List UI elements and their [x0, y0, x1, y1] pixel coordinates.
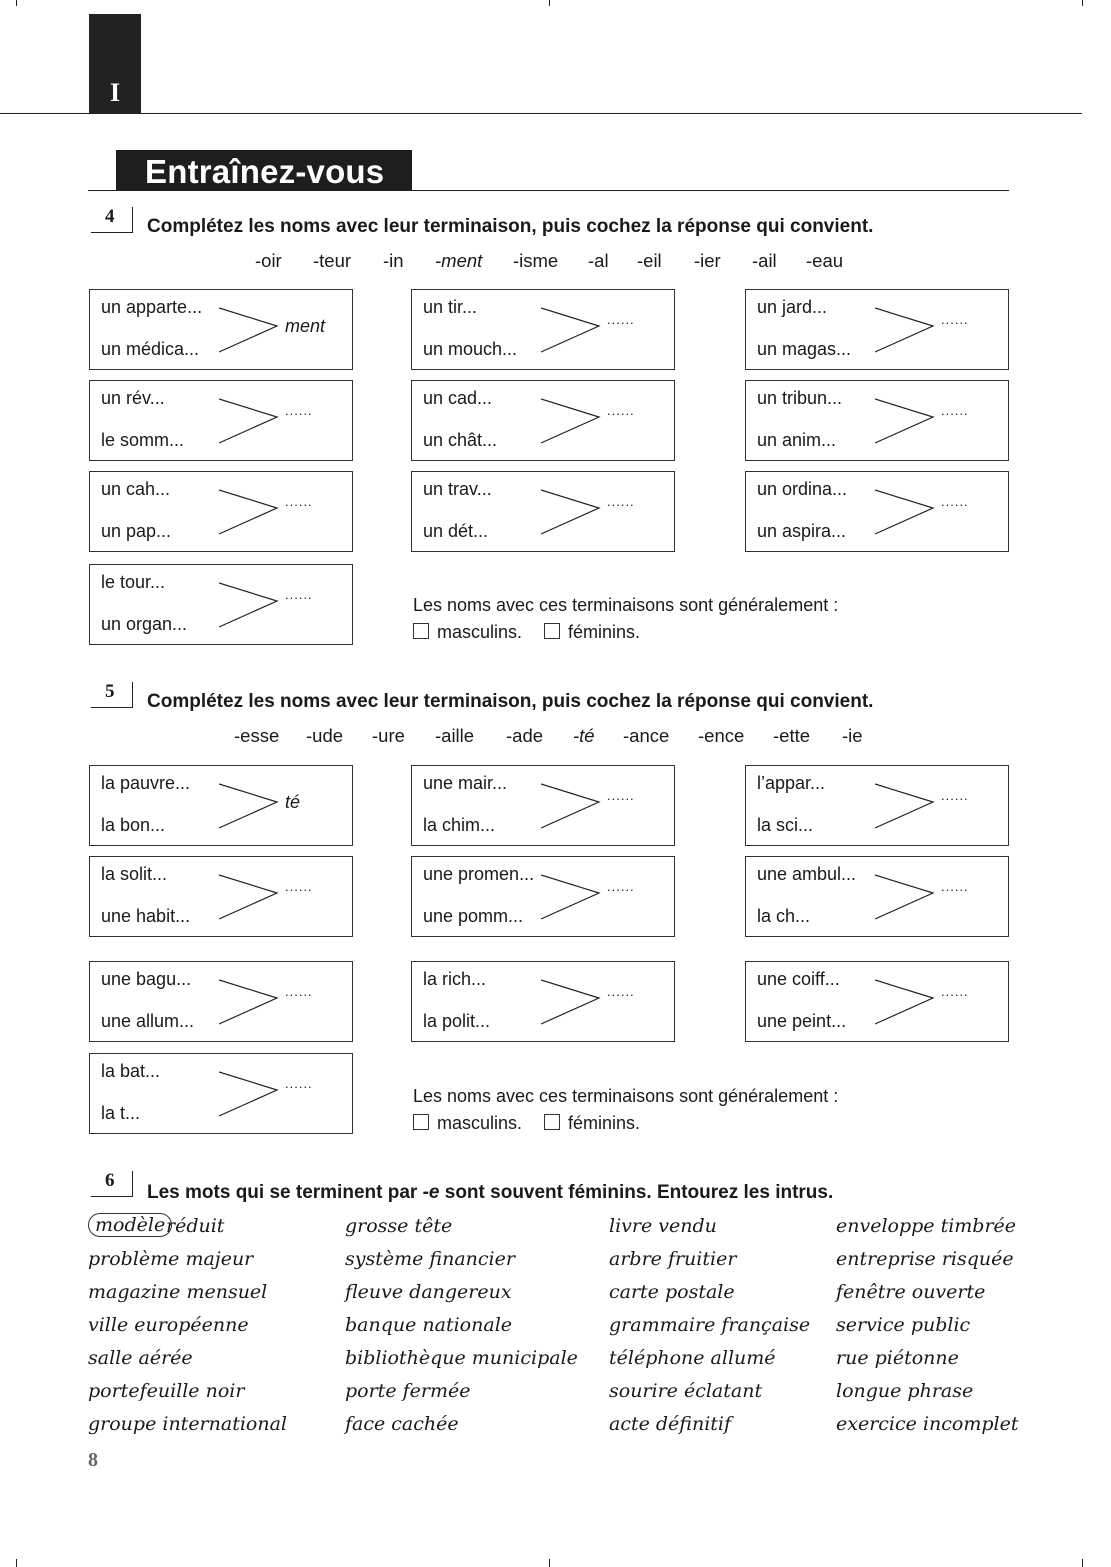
word-stem: une pomm...	[423, 906, 524, 926]
answer-blank[interactable]: ......	[285, 879, 313, 894]
answer-blank[interactable]: ......	[941, 403, 969, 418]
word-stem: une peint...	[757, 1011, 847, 1031]
word-pair-card	[411, 471, 675, 552]
ending: -ance	[623, 725, 670, 746]
answer-blank[interactable]: ......	[607, 879, 635, 894]
word-pair-card	[89, 289, 353, 370]
word-stem: un rév...	[101, 388, 165, 408]
bracket-arrow	[219, 1070, 279, 1120]
bracket-arrow	[541, 397, 601, 447]
answer-blank[interactable]: ......	[285, 984, 313, 999]
bracket-arrow	[541, 306, 601, 356]
heading-rule	[88, 190, 1009, 191]
bracket-arrow	[219, 306, 279, 356]
word-stem: un organ...	[101, 614, 188, 634]
ending: -ment	[435, 250, 483, 271]
ending: -ence	[698, 725, 745, 746]
word-stem: la polit...	[423, 1011, 491, 1031]
ending: -ure	[372, 725, 405, 746]
word-item[interactable]: portefeuille noir	[88, 1380, 245, 1402]
bracket-arrow	[541, 978, 601, 1028]
word-stem: le somm...	[101, 430, 185, 450]
exercise-5-instruction: Complétez les noms avec leur terminaison, puis cochez la réponse qui convient.	[147, 691, 874, 712]
word-item[interactable]: entreprise risquée	[836, 1248, 1014, 1270]
crop-mark	[1082, 0, 1083, 6]
word-pair-card	[745, 471, 1009, 552]
word-item[interactable]: problème majeur	[88, 1248, 254, 1270]
word-pair-card	[411, 765, 675, 846]
word-stem: une promen...	[423, 864, 535, 884]
word-stem: une mair...	[423, 773, 508, 793]
section-heading	[116, 150, 412, 191]
word-stem: un aspira...	[757, 521, 847, 541]
word-pair-card	[89, 856, 353, 937]
conclusion-text: Les noms avec ces terminaisons sont généralement :	[413, 595, 839, 615]
word-item[interactable]: carte postale	[609, 1281, 735, 1303]
word-item[interactable]: face cachée	[345, 1413, 459, 1435]
word-stem: la solit...	[101, 864, 168, 884]
ending: -té	[573, 725, 595, 746]
bracket-arrow	[875, 782, 935, 832]
masculine-label: masculins.	[437, 622, 523, 642]
bracket-arrow	[541, 488, 601, 538]
word-stem: un anim...	[757, 430, 837, 450]
word-item[interactable]: fenêtre ouverte	[836, 1281, 986, 1303]
word-stem: un dét...	[423, 521, 489, 541]
masculine-checkbox[interactable]	[413, 623, 429, 639]
answer-blank[interactable]: ......	[285, 587, 313, 602]
word-stem: une habit...	[101, 906, 191, 926]
answer-blank[interactable]: ......	[941, 879, 969, 894]
model-word-circled: modèle	[88, 1213, 172, 1237]
word-pair-card	[745, 856, 1009, 937]
word-stem: une ambul...	[757, 864, 857, 884]
word-item[interactable]: réduit	[166, 1215, 225, 1237]
word-pair-card	[745, 380, 1009, 461]
answer-blank[interactable]: ......	[941, 494, 969, 509]
feminine-label: féminins.	[568, 622, 641, 642]
word-item[interactable]: porte fermée	[345, 1380, 471, 1402]
word-stem: un pap...	[101, 521, 172, 541]
bracket-arrow	[219, 978, 279, 1028]
ending: -al	[588, 250, 609, 271]
word-pair-card	[89, 1053, 353, 1134]
word-stem: la pauvre...	[101, 773, 191, 793]
feminine-label: féminins.	[568, 1113, 641, 1133]
answer-blank[interactable]: ......	[941, 312, 969, 327]
word-item[interactable]: téléphone allumé	[609, 1347, 776, 1369]
answer-blank[interactable]: ......	[607, 788, 635, 803]
header-rule	[0, 113, 1082, 114]
crop-mark	[1082, 1559, 1083, 1567]
word-stem: un magas...	[757, 339, 852, 359]
section-title: Entraînez-vous	[145, 153, 385, 190]
ending: -ail	[752, 250, 777, 271]
word-stem: un ordina...	[757, 479, 848, 499]
word-stem: un tribun...	[757, 388, 843, 408]
word-stem: une bagu...	[101, 969, 192, 989]
word-stem: la rich...	[423, 969, 487, 989]
word-stem: la bat...	[101, 1061, 161, 1081]
word-stem: un cah...	[101, 479, 171, 499]
bracket-arrow	[875, 873, 935, 923]
ending: -ie	[842, 725, 863, 746]
word-pair-card	[411, 380, 675, 461]
word-pair-card	[89, 471, 353, 552]
word-item[interactable]: salle aérée	[88, 1347, 193, 1369]
exercise-5-number: 5	[91, 682, 133, 708]
ending: -oir	[255, 250, 282, 271]
exercise-6-instruction: Les mots qui se terminent par -e sont souvent féminins. Entourez les intrus.	[147, 1182, 834, 1203]
word-stem: la ch...	[757, 906, 811, 926]
word-pair-card	[89, 380, 353, 461]
ending: -aille	[435, 725, 475, 746]
word-stem: un tir...	[423, 297, 478, 317]
word-item[interactable]: acte définitif	[609, 1413, 732, 1435]
ending: -teur	[313, 250, 352, 271]
word-pair-card	[411, 856, 675, 937]
bracket-arrow	[219, 488, 279, 538]
ending: -ude	[306, 725, 344, 746]
answer-blank[interactable]: ......	[607, 403, 635, 418]
word-stem: une coiff...	[757, 969, 840, 989]
word-item[interactable]: banque nationale	[345, 1314, 513, 1336]
word-item[interactable]: fleuve dangereux	[345, 1281, 512, 1303]
crop-mark	[16, 0, 17, 6]
ending: -ette	[773, 725, 811, 746]
word-stem: un mouch...	[423, 339, 518, 359]
word-pair-card	[411, 961, 675, 1042]
bracket-arrow	[875, 306, 935, 356]
crop-mark	[16, 1559, 17, 1567]
crop-mark	[549, 1559, 550, 1567]
word-item[interactable]: exercice incomplet	[836, 1413, 1019, 1435]
ending: -isme	[513, 250, 559, 271]
feminine-checkbox[interactable]	[544, 1114, 560, 1130]
word-item[interactable]: service public	[836, 1314, 971, 1336]
answer-blank[interactable]: ......	[941, 984, 969, 999]
word-pair-card	[745, 289, 1009, 370]
chapter-tab	[89, 14, 141, 114]
word-stem: la sci...	[757, 815, 814, 835]
word-stem: une allum...	[101, 1011, 195, 1031]
ending: -esse	[234, 725, 280, 746]
word-item[interactable]: groupe international	[88, 1413, 287, 1435]
answer-blank[interactable]: ment	[285, 316, 326, 336]
word-pair-card	[745, 765, 1009, 846]
bracket-arrow	[219, 873, 279, 923]
answer-blank[interactable]: ......	[285, 1076, 313, 1091]
word-pair-card	[411, 289, 675, 370]
word-stem: la t...	[101, 1103, 141, 1123]
word-pair-card	[89, 564, 353, 645]
word-stem: un apparte...	[101, 297, 203, 317]
word-stem: la bon...	[101, 815, 166, 835]
bracket-arrow	[219, 397, 279, 447]
word-stem: un cad...	[423, 388, 493, 408]
bracket-arrow	[875, 978, 935, 1028]
bracket-arrow	[541, 873, 601, 923]
answer-blank[interactable]: ......	[607, 984, 635, 999]
word-stem: un médica...	[101, 339, 200, 359]
word-item[interactable]: bibliothèque municipale	[345, 1347, 578, 1369]
exercise-4-instruction: Complétez les noms avec leur terminaison, puis cochez la réponse qui convient.	[147, 216, 874, 237]
exercise-6-number: 6	[91, 1171, 133, 1197]
answer-blank[interactable]: té	[285, 792, 301, 812]
ending: -ier	[694, 250, 721, 271]
word-stem: la chim...	[423, 815, 496, 835]
crop-mark	[549, 0, 550, 6]
conclusion-text: Les noms avec ces terminaisons sont généralement :	[413, 1086, 839, 1106]
answer-blank[interactable]: ......	[607, 494, 635, 509]
word-stem: un jard...	[757, 297, 828, 317]
exercise-4-number: 4	[91, 207, 133, 233]
word-item[interactable]: rue piétonne	[836, 1347, 959, 1369]
word-item[interactable]: livre vendu	[609, 1215, 717, 1237]
ending: -ade	[506, 725, 544, 746]
answer-blank[interactable]: ......	[941, 788, 969, 803]
word-item[interactable]: grosse tête	[345, 1215, 453, 1237]
word-item[interactable]: système financier	[345, 1248, 515, 1270]
ending: -eil	[637, 250, 662, 271]
word-pair-card	[89, 765, 353, 846]
bracket-arrow	[875, 488, 935, 538]
word-stem: un chât...	[423, 430, 498, 450]
answer-blank[interactable]: ......	[285, 403, 313, 418]
answer-blank[interactable]: ......	[285, 494, 313, 509]
masculine-checkbox[interactable]	[413, 1114, 429, 1130]
word-item[interactable]: sourire éclatant	[609, 1380, 763, 1402]
word-pair-card	[89, 961, 353, 1042]
word-item[interactable]: ville européenne	[88, 1314, 249, 1336]
page-number: 8	[88, 1449, 98, 1471]
bracket-arrow	[541, 782, 601, 832]
bracket-arrow	[219, 782, 279, 832]
word-pair-card	[745, 961, 1009, 1042]
word-item[interactable]: enveloppe timbrée	[836, 1215, 1017, 1237]
chapter-number: I	[109, 78, 121, 107]
word-item[interactable]: arbre fruitier	[609, 1248, 737, 1270]
word-stem: le tour...	[101, 572, 166, 592]
ending: -in	[383, 250, 404, 271]
ending: -eau	[806, 250, 844, 271]
word-stem: un trav...	[423, 479, 492, 499]
word-stem: l’appar...	[757, 773, 826, 793]
feminine-checkbox[interactable]	[544, 623, 560, 639]
word-item[interactable]: magazine mensuel	[88, 1281, 268, 1303]
masculine-label: masculins.	[437, 1113, 523, 1133]
bracket-arrow	[219, 581, 279, 631]
word-item[interactable]: longue phrase	[836, 1380, 974, 1402]
answer-blank[interactable]: ......	[607, 312, 635, 327]
bracket-arrow	[875, 397, 935, 447]
word-item[interactable]: grammaire française	[609, 1314, 811, 1336]
